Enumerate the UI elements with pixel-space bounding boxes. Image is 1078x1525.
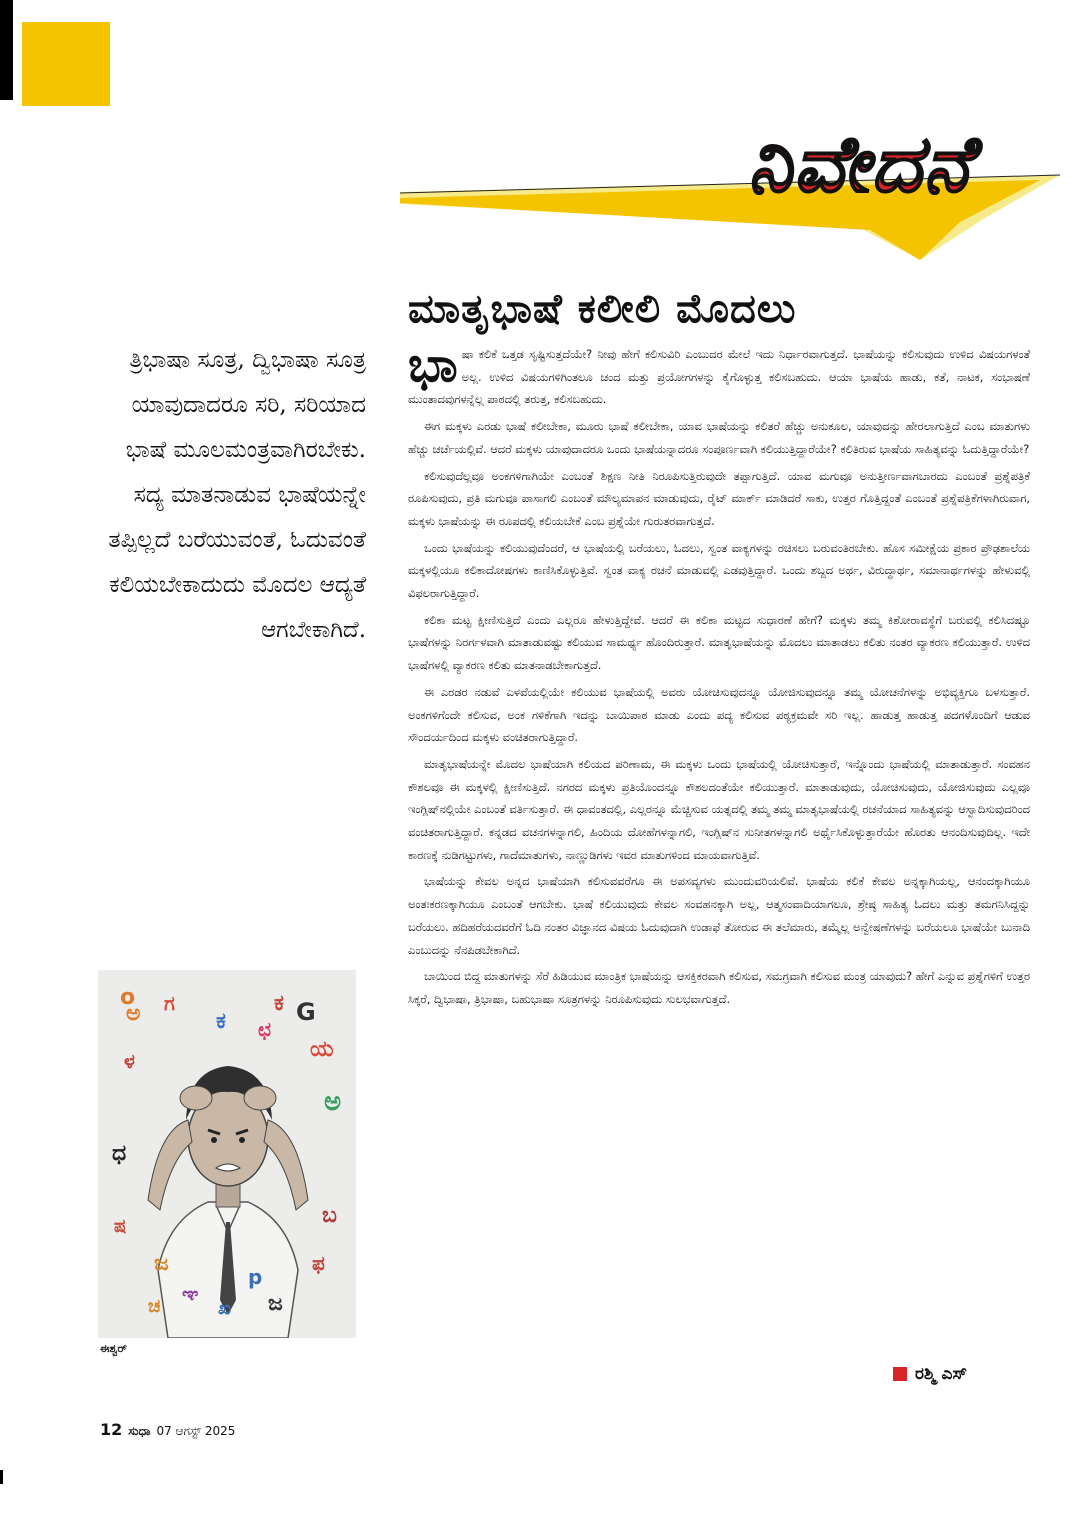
- issue-date: 07 ಆಗಸ್ಟ್ 2025: [156, 1424, 236, 1438]
- illustration: [98, 970, 356, 1338]
- floating-letter: ಧ: [112, 1141, 127, 1166]
- byline: [893, 1364, 967, 1384]
- pull-quote: [108, 338, 366, 653]
- floating-letter: ಜ: [154, 1251, 169, 1276]
- floating-letter: G: [296, 998, 316, 1026]
- magazine-name: ಸುಧಾ: [128, 1424, 151, 1438]
- floating-letter: ಜ: [268, 1291, 283, 1316]
- article-paragraph: ಬಾಯಿಂದ ಬಿದ್ದ ಮಾತುಗಳನ್ನು ಸೆರೆ ಹಿಡಿಯುವ ಮಾಂತ್ರಿಕ ಭಾಷೆಯನ್ನು ಆಸಕ್ತಿಕರವಾಗಿ ಕಲಿಸುವ, ಸಮಗ್ರವಾಗಿ ಕಲಿಸುವ ಮಂತ್ರ ಯಾವುದು? ಹೇಗೆ ಎನ್ನುವ ಪ್ರಶ್ನೆಗಳಿಗೆ ಉತ್ತರ ಸಿಕ್ಕರೆ, ದ್ವಿಭಾಷಾ, ತ್ರಿಭಾಷಾ, ಬಹುಭಾಷಾ ಸೂತ್ರಗಳನ್ನು ನಿರೂಪಿಸುವುದು ಸುಲಭವಾಗುತ್ತದೆ.: [408, 969, 1030, 1006]
- floating-letter: p: [248, 1265, 263, 1289]
- floating-letter: ಗ: [164, 991, 175, 1015]
- floating-letter: ಛ: [258, 1017, 272, 1041]
- article-paragraph: ಕಲಿಸುವುದೆಲ್ಲವೂ ಅಂಕಗಳಿಗಾಗಿಯೇ ಎಂಬಂತೆ ಶಿಕ್ಷಣ ನೀತಿ ನಿರೂಪಿಸುತ್ತಿರುವುದೇ ತಪ್ಪಾಗುತ್ತಿದೆ. ಯಾವ ಮಗುವೂ ಅನುತ್ತೀರ್ಣವಾಗಬಾರದು ಎಂಬಂತೆ ಪ್ರಶ್ನೆಪತ್ರಿಕೆ ರೂಪಿಸುವುದು, ಪ್ರತಿ ಮಗುವೂ ಪಾಸಾಗಲಿ ಎಂಬಂತೆ ಮೌಲ್ಯಮಾಪನ ಮಾಡುವುದು, ರೈಟ್ ಮಾರ್ಕ್ ಮಾಡಿದರೆ ಸಾಕು, ಉತ್ತರ ಗೊತ್ತಿದ್ದಂತೆ ಎಂಬಂತೆ ಪ್ರಶ್ನೆಪತ್ರಿಕೆಗಳಾಗಿರುವಾಗ, ಮಕ್ಕಳು ಭಾಷೆಯನ್ನು ಈ ರೂಪದಲ್ಲಿ ಕಲಿಯಬೇಕೆ ಎಂಬ ಪ್ರಶ್ನೆಯೇ ಗುರುತರವಾಗುತ್ತದೆ.: [408, 468, 1030, 528]
- stressed-boy-illustration: [98, 970, 356, 1338]
- article-paragraph: ಮಾತೃಭಾಷೆಯನ್ನೇ ಮೊದಲ ಭಾಷೆಯಾಗಿ ಕಲಿಯದ ಪರಿಣಾಮ, ಈ ಮಕ್ಕಳು ಒಂದು ಭಾಷೆಯಲ್ಲಿ ಯೋಚಿಸುತ್ತಾರೆ, ಇನ್ನೊಂದು ಭಾಷೆಯಲ್ಲಿ ಮಾತಾಡುತ್ತಾರೆ. ಸಂವಹನ ಕೌಶಲವೂ ಈ ಮಕ್ಕಳಲ್ಲಿ ಕ್ಷೀಣಿಸುತ್ತಿದೆ. ನಗರದ ಮಕ್ಕಳು ಪ್ರತಿಯೊಂದನ್ನೂ ಕೌಶಲದಂತೆಯೇ ಕಲಿಯುತ್ತಾರೆ. ಮಾತಾಡುವುದು, ಯೋಚಿಸುವುದು, ಯೋಜಿಸುವುದು ಎಲ್ಲವೂ ಇಂಗ್ಲಿಷ್‌ನಲ್ಲಿಯೇ ಎಂಬಂತೆ ವರ್ತಿಸುತ್ತಾರೆ. ಈ ಧಾವಂತದಲ್ಲಿ, ಎಲ್ಲರನ್ನೂ ಮೆಚ್ಚಿಸುವ ಯತ್ನದಲ್ಲಿ ತಮ್ಮ ತಮ್ಮ ಮಾತೃಭಾಷೆಯಲ್ಲಿ ರಚನೆಯಾದ ಸಾಹಿತ್ಯವನ್ನು ಆಸ್ವಾದಿಸುವುದರಿಂದ ವಂಚಿತರಾಗುತ್ತಿದ್ದಾರೆ. ಕನ್ನಡದ ವಚನಗಳನ್ನಾಗಲಿ, ಹಿಂದಿಯ ದೋಹೆಗಳನ್ನಾಗಲಿ, ಇಂಗ್ಲಿಷ್‌ನ ಸುನೀತಗಳನ್ನಾಗಲಿ ಅರ್ಥೈಸಿಕೊಳ್ಳುತ್ತಾರೆಯೇ ಹೊರತು ಆನಂದಿಸುವುದಿಲ್ಲ. ಇದೇ ಕಾರಣಕ್ಕೆ ನುಡಿಗಟ್ಟುಗಳು, ಗಾದೆಮಾತುಗಳು, ನಾಣ್ಣುಡಿಗಳು ಇವರ ಮಾತುಗಳಿಂದ ಮಾಯವಾಗುತ್ತಿವೆ.: [408, 756, 1030, 862]
- floating-letter: ಯ: [310, 1037, 334, 1062]
- page-number: 12: [100, 1420, 123, 1439]
- illustration-credit: ಈಶ್ವರ್: [100, 1342, 127, 1355]
- floating-letter: ಞ: [182, 1284, 199, 1305]
- floating-letter: ಕ: [274, 991, 284, 1016]
- floating-letter: o: [120, 985, 136, 1010]
- article-paragraph: ಭಾಷೆಯನ್ನು ಕೇವಲ ಅನ್ನದ ಭಾಷೆಯಾಗಿ ಕಲಿಸುವವರೆಗೂ ಈ ಅಪಸವ್ಯಗಳು ಮುಂದುವರಿಯಲಿವೆ. ಭಾಷೆಯ ಕಲಿಕೆ ಕೇವಲ ಅನ್ನಕ್ಕಾಗಿಯಲ್ಲ, ಆನಂದಕ್ಕಾಗಿಯೂ ಅಂತಃಕರಣಕ್ಕಾಗಿಯೂ ಎಂಬಂತೆ ಆಗಬೇಕು. ಭಾಷೆ ಕಲಿಯುವುದು ಕೇವಲ ಸಂವಹನಕ್ಕಾಗಿ ಅಲ್ಲ, ಆತ್ಮಸಂವಾದಿಯಾಗಲೂ, ಶ್ರೇಷ್ಠ ಸಾಹಿತ್ಯ ಓದಲು ಮತ್ತು ತಮಗನಿಸಿದ್ದನ್ನು ಬರೆಯಲು. ಹದಿಹರೆಯದವರೆಗೆ ಓದಿ ನಂತರ ವಿಜ್ಞಾನದ ವಿಷಯ ಓದುವುದಾಗಿ ಉಡಾಫೆ ತೋರುವ ಈ ತಲೆಮಾರು, ತಮ್ಮೆಲ್ಲ ಅನ್ವೇಷಣೆಗಳನ್ನು ಬರೆಯಲೂ ಭಾಷೆಯೇ ಬುನಾದಿ ಎಂಬುದನ್ನು ನೆನಪಿಡಬೇಕಾಗಿದೆ.: [408, 874, 1030, 957]
- article-body: [408, 343, 1030, 1368]
- author-name: ರಶ್ಮಿ ಎಸ್: [915, 1364, 967, 1384]
- floating-letter: ಳ: [124, 1049, 135, 1073]
- headline: ಮಾತೃಭಾಷೆ ಕಲೀಲಿ ಮೊದಲು: [408, 286, 797, 332]
- byline-marker: [893, 1367, 907, 1381]
- floating-letter: ಖ: [218, 1298, 232, 1319]
- page-edge-bar: [0, 0, 13, 100]
- floating-letter: ಫ: [312, 1251, 325, 1275]
- floating-letter: ಅ: [324, 1087, 342, 1117]
- article-paragraph: ಒಂದು ಭಾಷೆಯನ್ನು ಕಲಿಯುವುದೆಂದರೆ, ಆ ಭಾಷೆಯಲ್ಲಿ ಬರೆಯಲು, ಓದಲು, ಸ್ವಂತ ವಾಕ್ಯಗಳನ್ನು ರಚಿಸಲು ಬರುವಂತಿರಬೇಕು. ಹೊಸ ಸಮೀಕ್ಷೆಯ ಪ್ರಕಾರ ಪ್ರೌಢಶಾಲೆಯ ಮಕ್ಕಳಲ್ಲಿಯೂ ಕಲಿಕಾದೋಷಗಳು ಕಾಣಿಸಿಕೊಳ್ಳುತ್ತಿವೆ. ಸ್ವಂತ ವಾಕ್ಯ ರಚನೆ ಮಾಡುವಲ್ಲಿ ಎಡವುತ್ತಿದ್ದಾರೆ. ಒಂದು ಶಬ್ದದ ಅರ್ಥ, ವಿರುದ್ಧಾರ್ಥ, ಸಮಾನಾರ್ಥಗಳನ್ನು ಹೇಳುವಲ್ಲಿ ವಿಫಲರಾಗುತ್ತಿದ್ದಾರೆ.: [408, 540, 1030, 601]
- floating-letter: ಚ: [148, 1296, 161, 1317]
- section-logo: [400, 110, 1060, 260]
- article-paragraph: ಈ ಎರಡರ ನಡುವೆ ಎಳವೆಯಲ್ಲಿಯೇ ಕಲಿಯುವ ಭಾಷೆಯಲ್ಲಿ ಅವರು ಯೋಚಿಸುವುದನ್ನೂ ಯೋಜಿಸುವುದನ್ನೂ ತಮ್ಮ ಯೋಚನೆಗಳನ್ನು ಅಭಿವ್ಯಕ್ತಿಗೂ ಬಳಸುತ್ತಾರೆ. ಅಂಕಗಳಿಗೆಂದೇ ಕಲಿಸುವ, ಅಂಕ ಗಳಿಕೆಗಾಗಿ ಇದನ್ನು ಬಾಯಿಪಾಠ ಮಾಡು ಎಂದು ಪದ್ಯ ಕಲಿಸುವ ಪಠ್ಯಕ್ರಮವೇ ಸರಿ ಇಲ್ಲ. ಹಾಡುತ್ತ ಹಾಡುತ್ತ ಪದಗಳೊಂದಿಗೆ ಆಡುವ ಸೌಂದರ್ಯದಿಂದ ಮಕ್ಕಳು ವಂಚಿತರಾಗುತ್ತಿದ್ದಾರೆ.: [408, 684, 1030, 745]
- article-paragraph: ಕಲಿಕಾ ಮಟ್ಟ ಕ್ಷೀಣಿಸುತ್ತಿದೆ ಎಂದು ಎಲ್ಲರೂ ಹೇಳುತ್ತಿದ್ದೇವೆ. ಆದರೆ ಈ ಕಲಿಕಾ ಮಟ್ಟದ ಸುಧಾರಣೆ ಹೇಗೆ? ಮಕ್ಕಳು ತಮ್ಮ ಕಿಶೋರಾವಸ್ಥೆಗೆ ಬರುವಲ್ಲಿ ಕಲಿಸಿದಷ್ಟೂ ಭಾಷೆಗಳನ್ನು ನಿರರ್ಗಳವಾಗಿ ಮಾತಾಡುವಷ್ಟು ಕಲಿಯುವ ಸಾಮರ್ಥ್ಯ ಹೊಂದಿರುತ್ತಾರೆ. ಮಾತೃಭಾಷೆಯನ್ನು ಮೊದಲು ಮಾತಾಡಲು ಕಲಿತು ನಂತರ ವ್ಯಾಕರಣ ಕಲಿಯುತ್ತಾರೆ. ಉಳಿದ ಭಾಷೆಗಳಲ್ಲಿ ವ್ಯಾಕರಣ ಕಲಿತು ಮಾತನಾಡಬೇಕಾಗುತ್ತದೆ.: [408, 612, 1030, 673]
- floating-letter: ಅ: [126, 1001, 141, 1026]
- pull-quote-text: ತ್ರಿಭಾಷಾ ಸೂತ್ರ, ದ್ವಿಭಾಷಾ ಸೂತ್ರ ಯಾವುದಾದರೂ ಸರಿ, ಸರಿಯಾದ ಭಾಷೆ ಮೂಲಮಂತ್ರವಾಗಿರಬೇಕು. ಸದ್ಯ ಮಾತನಾಡುವ ಭಾಷೆಯನ್ನೇ ತಪ್ಪಿಲ್ಲದೆ ಬರೆಯುವಂತೆ, ಓದುವಂತೆ ಕಲಿಯಬೇಕಾದುದು ಮೊದಲ ಆದ್ಯತೆ ಆಗಬೇಕಾಗಿದೆ.: [108, 347, 366, 643]
- floating-letter: ಕ: [216, 1009, 226, 1034]
- drop-cap: ಭಾ: [408, 343, 458, 393]
- page-footer: [100, 1420, 235, 1439]
- section-logo-title: ನಿವೇದನೆ: [748, 119, 972, 210]
- crop-mark: [0, 1470, 3, 1484]
- article-paragraph: ಷಾ ಕಲಿಕೆ ಒತ್ತಡ ಸೃಷ್ಟಿಸುತ್ತದೆಯೇ? ನೀವು ಹೇಗೆ ಕಲಿಸುವಿರಿ ಎಂಬುದರ ಮೇಲೆ ಇದು ನಿರ್ಧಾರವಾಗುತ್ತದೆ. ಭಾಷೆಯನ್ನು ಕಲಿಸುವುದು ಉಳಿದ ವಿಷಯಗಳಂತೆ ಅಲ್ಲ. ಉಳಿದ ವಿಷಯಗಳಿಗಿಂತಲೂ ಚಂದ ಮತ್ತು ಪ್ರಯೋಗಗಳನ್ನು ಕೈಗೊಳ್ಳುತ್ತ ಕಲಿಸಬಹುದು. ಆಯಾ ಭಾಷೆಯ ಹಾಡು, ಕತೆ, ನಾಟಕ, ಸಂಭಾಷಣೆ ಮುಂತಾದವುಗಳನ್ನೆಲ್ಲ ಪಾಠದಲ್ಲಿ ತರುತ್ತ, ಕಲಿಸಬಹುದು.: [408, 347, 1030, 407]
- floating-letter: ಷ: [114, 1216, 127, 1237]
- article-paragraph: ಈಗ ಮಕ್ಕಳು ಎರಡು ಭಾಷೆ ಕಲೀಬೇಕಾ, ಮೂರು ಭಾಷೆ ಕಲೀಬೇಕಾ, ಯಾವ ಭಾಷೆಯನ್ನು ಕಲಿತರೆ ಹೆಚ್ಚು ಅನುಕೂಲ, ಯಾವುದನ್ನು ಹೇರಲಾಗುತ್ತಿದೆ ಎಂಬ ಮಾತುಗಳು ಹೆಚ್ಚು ಚರ್ಚೆಯಲ್ಲಿವೆ. ಆದರೆ ಮಕ್ಕಳು ಯಾವುದಾದರೂ ಒಂದು ಭಾಷೆಯನ್ನಾದರೂ ಸಂಪೂರ್ಣವಾಗಿ ಕಲಿಯುತ್ತಿದ್ದಾರೆಯೇ? ಕಲಿತಿರುವ ಭಾಷೆಯ ಸಾಹಿತ್ಯವನ್ನು ಓದುತ್ತಿದ್ದಾರೆಯೇ?: [408, 419, 1030, 456]
- floating-letter: ಬ: [322, 1203, 337, 1228]
- section-color-block: [22, 22, 110, 106]
